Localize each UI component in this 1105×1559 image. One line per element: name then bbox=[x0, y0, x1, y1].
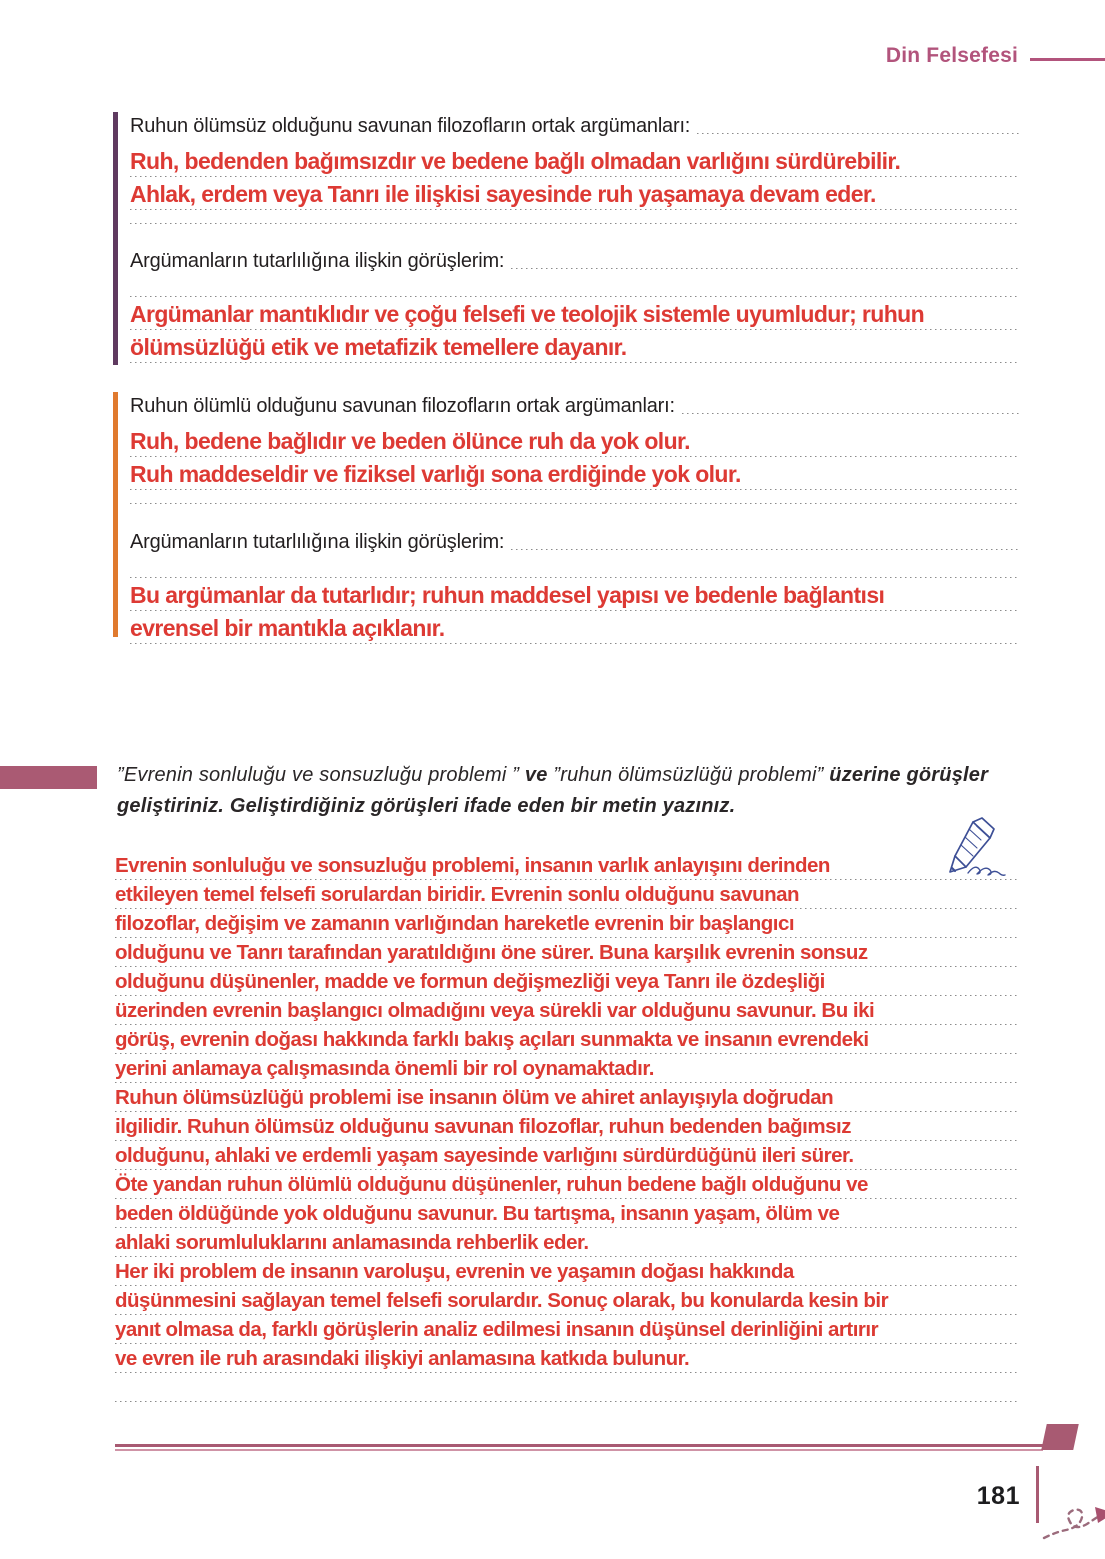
answer-blank-line bbox=[511, 259, 1020, 269]
handwritten-answer: Argümanlar mantıklıdır ve çoğu felsefi ve teolojik sistemle uyumludur; ruhun bbox=[130, 297, 1020, 330]
footer-rule-shadow bbox=[115, 1449, 1043, 1451]
essay-line: yanıt olmasa da, farklı görüşlerin analiz edilmesi insanın düşünsel derinliğini artırır bbox=[115, 1315, 1020, 1344]
essay-line: beden öldüğünde yok olduğunu savunur. Bu tartışma, insanın yaşam, ölüm ve bbox=[115, 1199, 1020, 1228]
handwritten-answer: Ruh, bedene bağlıdır ve beden ölünce ruh da yok olur. bbox=[130, 424, 1020, 457]
section-mortal-arguments bbox=[130, 392, 1020, 504]
essay-line: Her iki problem de insanın varoluşu, evrenin ve yaşamın doğası hakkında bbox=[115, 1257, 1020, 1286]
answer-blank-line bbox=[130, 490, 1020, 504]
essay-line: Evrenin sonluluğu ve sonsuzluğu problemi, insanın varlık anlayışını derinden bbox=[115, 851, 1020, 880]
essay-line: görüş, evrenin doğası hakkında farklı bakış açıları sunmakta ve insanın evrendeki bbox=[115, 1025, 1020, 1054]
essay-line: yerini anlamaya çalışmasında önemli bir rol oynamaktadır. bbox=[115, 1054, 1020, 1083]
activity-question bbox=[117, 760, 1017, 822]
answer-blank-line bbox=[130, 210, 1020, 224]
essay-line: üzerinden evrenin başlangıcı olmadığını veya sürekli var olduğunu savunur. Bu iki bbox=[115, 996, 1020, 1025]
question-quote-2: ”ruhun ölümsüzlüğü problemi” bbox=[553, 764, 824, 786]
corner-tab-shape bbox=[1041, 1424, 1079, 1450]
essay-line: Ruhun ölümsüzlüğü problemi ise insanın ölüm ve ahiret anlayışıyla doğrudan bbox=[115, 1083, 1020, 1112]
essay-answer bbox=[115, 851, 1020, 1402]
section-immortal-arguments bbox=[130, 112, 1020, 224]
dashed-arrow-icon bbox=[1040, 1486, 1105, 1548]
essay-line: ilgilidir. Ruhun ölümsüz olduğunu savunan filozoflar, ruhun bedenden bağımsız bbox=[115, 1112, 1020, 1141]
essay-line: Öte yandan ruhun ölümlü olduğunu düşünenler, ruhun bedene bağlı olduğunu ve bbox=[115, 1170, 1020, 1199]
question-connector: ve bbox=[524, 764, 548, 786]
footer-rule bbox=[115, 1444, 1043, 1447]
handwritten-answer: ölümsüzlüğü etik ve metafizik temellere dayanır. bbox=[130, 330, 1020, 363]
handwritten-answer: Bu argümanlar da tutarlıdır; ruhun maddesel yapısı ve bedenle bağlantısı bbox=[130, 578, 1020, 611]
essay-line: olduğunu düşünenler, madde ve formun değişmezliği veya Tanrı ile özdeşliği bbox=[115, 967, 1020, 996]
handwritten-answer: evrensel bir mantıkla açıklanır. bbox=[130, 611, 1020, 644]
section-mortal-opinion bbox=[130, 528, 1020, 644]
answer-blank-line bbox=[697, 124, 1020, 134]
activity-marker-block bbox=[0, 766, 97, 789]
section-label: Argümanların tutarlılığına ilişkin görüşlerim: bbox=[130, 250, 505, 272]
handwritten-answer: Ruh maddeseldir ve fiziksel varlığı sona erdiğinde yok olur. bbox=[130, 457, 1020, 490]
essay-line: etkileyen temel felsefi sorulardan biridir. Evrenin sonlu olduğunu savunan bbox=[115, 880, 1020, 909]
header-rule bbox=[1030, 58, 1105, 61]
answer-blank-line bbox=[682, 404, 1020, 414]
essay-line: düşünmesini sağlayan temel felsefi sorulardır. Sonuç olarak, bu konularda kesin bir bbox=[115, 1286, 1020, 1315]
essay-line: ve evren ile ruh arasındaki ilişkiyi anlamasına katkıda bulunur. bbox=[115, 1344, 1020, 1373]
answer-blank-line bbox=[511, 540, 1020, 550]
answer-blank-line bbox=[130, 554, 1020, 578]
section-label: Argümanların tutarlılığına ilişkin görüşlerim: bbox=[130, 531, 505, 553]
essay-line: filozoflar, değişim ve zamanın varlığından hareketle evrenin bir başlangıcı bbox=[115, 909, 1020, 938]
essay-line: olduğunu, ahlaki ve erdemli yaşam sayesinde varlığını sürdürdüğünü ileri sürer. bbox=[115, 1141, 1020, 1170]
answer-blank-line bbox=[130, 273, 1020, 297]
handwritten-answer: Ruh, bedenden bağımsızdır ve bedene bağlı olmadan varlığını sürdürebilir. bbox=[130, 144, 1020, 177]
section-bar-mortal bbox=[113, 392, 118, 637]
answer-blank-line bbox=[115, 1373, 1020, 1402]
essay-line: ahlaki sorumluluklarını anlamasında rehberlik eder. bbox=[115, 1228, 1020, 1257]
question-instruction: üzerine görüşler geliştiriniz. Geliştirdiğiniz görüşleri ifade eden bir metin yazınız. bbox=[117, 764, 989, 817]
question-quote-1: ”Evrenin sonluluğu ve sonsuzluğu problemi ” bbox=[117, 764, 520, 786]
footer-divider bbox=[1036, 1466, 1039, 1523]
page-number: 181 bbox=[976, 1482, 1020, 1510]
section-immortal-opinion bbox=[130, 247, 1020, 363]
page-header-title: Din Felsefesi bbox=[885, 44, 1018, 67]
section-label: Ruhun ölümsüz olduğunu savunan filozofların ortak argümanları: bbox=[130, 115, 691, 137]
section-label: Ruhun ölümlü olduğunu savunan filozofların ortak argümanları: bbox=[130, 395, 675, 417]
section-bar-immortal bbox=[113, 112, 118, 365]
essay-line: olduğunu ve Tanrı tarafından yaratıldığını öne sürer. Buna karşılık evrenin sonsuz bbox=[115, 938, 1020, 967]
handwritten-answer: Ahlak, erdem veya Tanrı ile ilişkisi sayesinde ruh yaşamaya devam eder. bbox=[130, 177, 1020, 210]
